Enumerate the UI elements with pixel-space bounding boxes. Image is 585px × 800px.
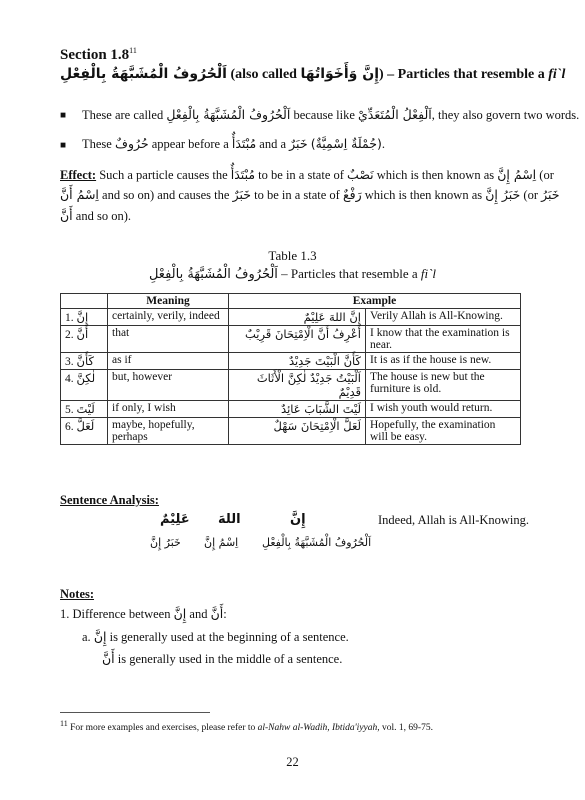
analysis-translation: Indeed, Allah is All-Knowing. — [378, 513, 530, 527]
bullet-1-text-b: because like — [293, 108, 355, 122]
notes-item-1 — [60, 606, 227, 622]
row-particle: أَنَّ — [76, 327, 89, 341]
effect-arabic: اِسْمُ أَنَّ — [60, 187, 99, 202]
row-meaning: if only, I wish — [108, 401, 229, 418]
bullet-1 — [82, 107, 579, 123]
row-number-cell — [61, 370, 108, 401]
row-particle: لَيْتَ — [76, 402, 95, 416]
table-subtitle-text: – Particles that resemble a — [281, 266, 418, 281]
header-num — [61, 294, 108, 309]
notes-a-arabic-1: إِنَّ — [93, 629, 107, 644]
effect-text: which is then known as — [364, 188, 483, 202]
effect-text: and so on). — [75, 209, 131, 223]
effect-text: to be in a state of — [254, 188, 340, 202]
notes-item-1-text-b: and — [189, 607, 208, 621]
bullet-2-text-c: and a — [259, 137, 287, 151]
bullet-2-text-d: . — [381, 137, 385, 151]
effect-text: (or — [539, 168, 554, 182]
effect-text: Such a particle causes the — [99, 168, 228, 182]
row-number: 1. — [65, 312, 74, 324]
effect-text: which is then known as — [376, 168, 495, 182]
bullet-2-text-b: appear before a — [151, 137, 229, 151]
subtitle-aka: (also called — [230, 67, 297, 82]
row-number: 4. — [65, 373, 74, 385]
effect-arabic: خَبَرُ إِنَّ — [485, 187, 521, 202]
row-number-cell — [61, 309, 108, 326]
bullet-2-arabic-a: حُرُوفٌ — [114, 136, 149, 151]
row-example-english: I wish youth would return. — [366, 401, 521, 418]
effect-line-3 — [60, 208, 131, 224]
table-row — [61, 326, 521, 353]
table-row — [61, 401, 521, 418]
notes-a-text-2: is generally used in the middle of a sentence. — [117, 652, 343, 666]
row-example-arabic: كَأَنَّ الْبَيْتَ جَدِيْدٌ — [229, 353, 366, 370]
footnote-ref: 11 — [129, 46, 137, 55]
analysis-label-2: اِسْمُ إِنَّ — [204, 536, 239, 549]
row-meaning: maybe, hopefully, perhaps — [108, 418, 229, 445]
row-number: 5. — [65, 404, 74, 416]
section-subtitle — [60, 66, 565, 83]
section-number: Section 1.8 — [60, 47, 130, 63]
row-example-english: It is as if the house is new. — [366, 353, 521, 370]
effect-arabic: خَبَرٌ — [232, 187, 251, 202]
notes-item-1-arabic-a: إِنَّ — [173, 606, 187, 621]
footnote-text-b: vol. 1, 69-75. — [382, 723, 433, 734]
row-number: 6. — [65, 421, 74, 433]
analysis-label-1: خَبَرُ إِنَّ — [150, 536, 181, 549]
page-number: 22 — [286, 755, 299, 769]
bullet-2-arabic-d: (جُمْلَةٌ اِسْمِيَّةٌ) — [310, 136, 382, 151]
effect-arabic: مُبْتَدَأٌ — [230, 167, 256, 182]
footnote-book: al-Nahw al-Wadih, Ibtida'iyyah, — [257, 723, 380, 734]
effect-arabic: رَفْعٌ — [342, 187, 362, 202]
footnote-number: 11 — [60, 719, 68, 728]
row-example-arabic: اَلْبَيْتُ جَدِيْدٌ لٰكِنَّ الْأَثَاثَ قَدِيْمٌ — [229, 370, 366, 401]
table-subtitle-fil: fi`l — [420, 266, 437, 281]
row-particle: لَعَلَّ — [76, 419, 95, 433]
notes-item-a-2 — [102, 651, 342, 667]
effect-arabic: نَصْبٌ — [347, 167, 374, 182]
notes-item-a-1 — [82, 629, 349, 645]
notes-a-label: a. — [82, 630, 91, 644]
row-example-english: Verily Allah is All-Knowing. — [366, 309, 521, 326]
effect-arabic: أَنَّ — [60, 208, 73, 223]
analysis-title: Sentence Analysis: — [60, 493, 159, 507]
row-example-english: The house is new but the furniture is old. — [366, 370, 521, 401]
bullet-marker: ■ — [60, 110, 67, 121]
table-row — [61, 353, 521, 370]
bullet-2 — [82, 136, 385, 152]
table-subtitle — [0, 266, 585, 282]
effect-text: (or — [523, 188, 538, 202]
row-particle: كَأَنَّ — [76, 354, 94, 368]
header-example: Example — [229, 294, 521, 309]
row-example-english: Hopefully, the examination will be easy. — [366, 418, 521, 445]
notes-item-1-arabic-b: أَنَّ — [210, 606, 224, 621]
subtitle-aka-arabic: إِنَّ وَأَخَوَاتُهَا — [300, 66, 379, 82]
analysis-word-2: اللهَ — [218, 512, 241, 527]
footnote-separator — [60, 712, 210, 713]
particles-table-wrap — [60, 293, 521, 445]
effect-label: Effect: — [60, 168, 97, 182]
effect-arabic: خَبَرُ — [541, 187, 560, 202]
footnote-text-a: For more examples and exercises, please refer to — [70, 723, 256, 734]
analysis-label-3: اَلْحُرُوفُ الْمُشَبَّهَةُ بِالْفِعْلِ — [262, 536, 372, 549]
analysis-word-3: إِنَّ — [290, 512, 306, 527]
row-example-arabic: لَعَلَّ الْاِمْتِحَانَ سَهْلٌ — [229, 418, 366, 445]
bullet-1-text-a: These are called — [82, 108, 164, 122]
row-meaning: that — [108, 326, 229, 353]
analysis-word-1: عَلِيْمٌ — [160, 512, 190, 527]
row-number: 2. — [65, 329, 74, 341]
section-heading — [60, 46, 137, 64]
effect-line-2 — [60, 187, 560, 203]
effect-text: to be in a state of — [258, 168, 344, 182]
bullet-2-text-a: These — [82, 137, 112, 151]
subtitle-aka-close: ) – Particles that resemble a — [379, 67, 545, 82]
header-meaning: Meaning — [108, 294, 229, 309]
particles-table — [60, 293, 521, 445]
notes-a-arabic-2: أَنَّ — [102, 651, 115, 666]
bullet-1-text-c: , they also govern two words. — [431, 108, 580, 122]
row-number: 3. — [65, 356, 74, 368]
notes-a-text-1: is generally used at the beginning of a sentence. — [109, 630, 349, 644]
table-caption: Table 1.3 — [268, 248, 317, 263]
table-row — [61, 309, 521, 326]
table-subtitle-arabic: اَلْحُرُوفُ الْمُشَبَّهَةُ بِالْفِعْلِ — [148, 267, 278, 282]
effect-text: and so on) and causes the — [102, 188, 230, 202]
row-number-cell — [61, 326, 108, 353]
row-example-arabic: إِنَّ اللهَ عَلِيْمٌ — [229, 309, 366, 326]
row-example-arabic: لَيْتَ الشَّبَابَ عَائِدٌ — [229, 401, 366, 418]
bullet-1-arabic-b: اَلْفِعْلُ الْمُتَعَدِّيْ — [358, 107, 432, 122]
effect-arabic: اِسْمُ إِنَّ — [497, 167, 537, 182]
row-meaning: certainly, verily, indeed — [108, 309, 229, 326]
row-particle: لٰكِنَّ — [76, 371, 96, 385]
bullet-1-arabic-a: اَلْحُرُوفُ الْمُشَبَّهَةُ بِالْفِعْلِ — [166, 107, 291, 122]
bullet-2-arabic-b: مُبْتَدَأٌ — [231, 136, 257, 151]
row-particle: إِنَّ — [76, 310, 89, 324]
subtitle-fil: fi`l — [548, 67, 566, 82]
bullet-marker: ■ — [60, 140, 67, 151]
table-row — [61, 418, 521, 445]
row-example-arabic: أَعْرِفُ أَنَّ الْاِمْتِحَانَ قَرِيْبٌ — [229, 326, 366, 353]
table-row — [61, 370, 521, 401]
row-meaning: as if — [108, 353, 229, 370]
row-number-cell — [61, 418, 108, 445]
row-number-cell — [61, 401, 108, 418]
notes-item-1-text-a: 1. Difference between — [60, 607, 171, 621]
bullet-2-arabic-c: خَبَرٌ — [289, 136, 308, 151]
effect-line-1 — [60, 167, 554, 183]
notes-item-1-text-c: : — [223, 607, 227, 621]
table-header-row — [61, 294, 521, 309]
notes-title: Notes: — [60, 587, 95, 601]
row-meaning: but, however — [108, 370, 229, 401]
subtitle-arabic: اَلْحُرُوفُ الْمُشَبَّهَةُ بِالْفِعْلِ — [60, 66, 227, 82]
row-number-cell — [61, 353, 108, 370]
row-example-english: I know that the examination is near. — [366, 326, 521, 353]
footnote — [60, 719, 433, 733]
